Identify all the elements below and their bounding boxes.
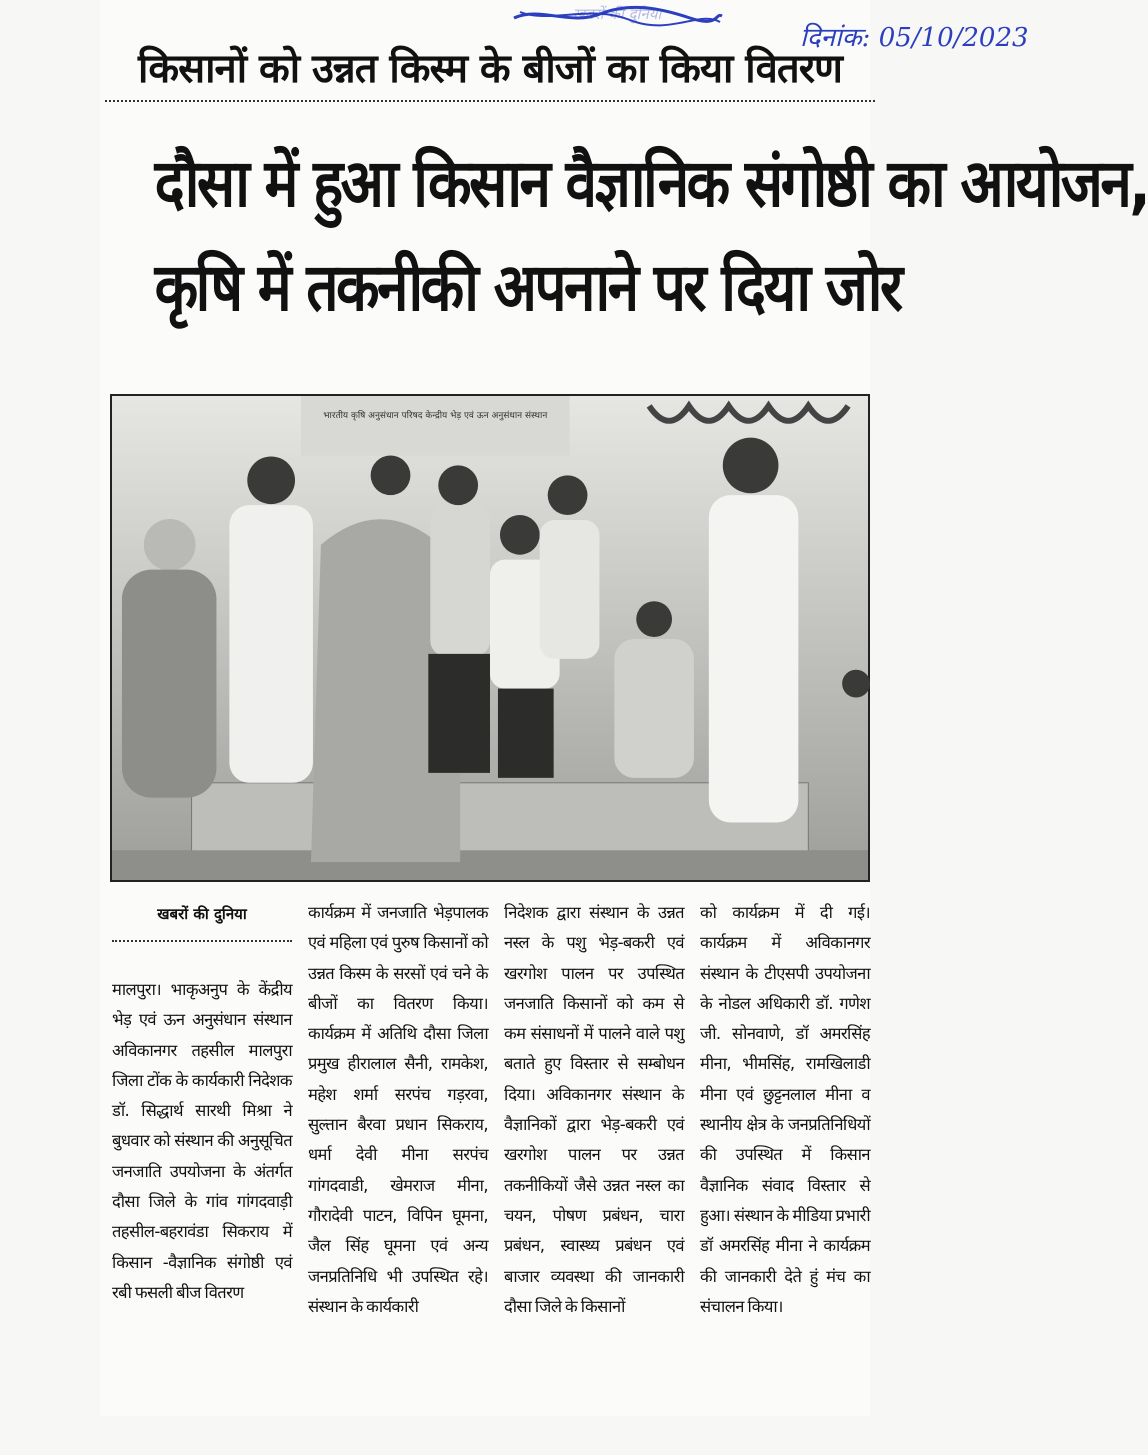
column-3-text: निदेशक द्वारा संस्थान के उन्नत नस्ल के पशु भेड़-बकरी एवं खरगोश पालन पर उपस्थित जनजाति किसानों को कम से कम संसाधनों में पालने वाले पशु बताते हुए विस्तार से सम्बोधन दिया। अविकानगर संस्थान के वैज्ञानिकों द्वारा भेड़-बकरी एवं खरगोश पालन पर उन्नत तकनीकियों जैसे उन्नत नस्ल का चयन, पोषण प्रबंधन, चारा प्रबंधन, स्वास्थ्य प्रबंधन एवं बाजार व्यवस्था की जानकारी दौसा जिले के किसानों [504, 903, 684, 1316]
photo-banner-text: भारतीय कृषि अनुसंधान परिषद केन्द्रीय भेड़ एवं ऊन अनुसंधान संस्थान [323, 410, 548, 421]
handwritten-source-note: खबरों की दुनिया [572, 5, 662, 23]
article-column-1 [112, 975, 292, 1455]
article-headline [154, 132, 1148, 340]
photo-illustration [112, 396, 868, 880]
headline-line-2: कृषि में तकनीकी अपनाने पर दिया जोर [154, 249, 901, 326]
column-4-text: को कार्यक्रम में दी गई। कार्यक्रम में अविकानगर संस्थान के टीएसपी उपयोजना के नोडल अधिकारी डॉ. गणेश जी. सोनवाणे, डॉ अमरसिंह मीना, भीमसिंह, रामखिलाडी मीना एवं छुट्टनलाल मीना व स्थानीय क्षेत्र के जनप्रतिनिधियों की उपस्थित में किसान वैज्ञानिक संवाद विस्तार से हुआ। संस्थान के मीडिया प्रभारी डॉ अमरसिंह मीना ने कार्यक्रम की जानकारी देते हुं मंच का संचालन किया। [700, 903, 870, 1316]
byline-divider [112, 940, 292, 942]
byline: खबरों की दुनिया [157, 905, 247, 923]
article-kicker: किसानों को उन्नत किस्म के बीजों का किया वितरण [138, 46, 842, 92]
divider-dotted [105, 100, 875, 102]
headline-line-1: दौसा में हुआ किसान वैज्ञानिक संगोष्ठी का आयोजन, [154, 145, 1148, 222]
article-column-2 [308, 898, 488, 1378]
article-column-3 [504, 898, 684, 1378]
column-1-text: मालपुरा। भाकृअनुप के केंद्रीय भेड़ एवं ऊन अनुसंधान संस्थान अविकानगर तहसील मालपुरा जिला टोंक के कार्यकारी निदेशक डॉ. सिद्धार्थ सारथी मिश्रा ने बुधवार को संस्थान की अनुसूचित जनजाति उपयोजना के अंतर्गत दौसा जिले के गांव गांगदवाड़ी तहसील-बहरावंडा सिकराय में किसान -वैज्ञानिक संगोष्ठी एवं रबी फसली बीज वितरण [112, 980, 292, 1302]
handwritten-date: दिनांक: 05/10/2023 [800, 23, 1029, 53]
article-column-4 [700, 898, 870, 1378]
column-2-text: कार्यक्रम में जनजाति भेड़पालक एवं महिला एवं पुरुष किसानों को उन्नत किस्म के सरसों एवं चने के बीजों का वितरण किया। कार्यक्रम में अतिथि दौसा जिला प्रमुख हीरालाल सैनी, रामकेश, महेश शर्मा सरपंच गड़रवा, सुल्तान बैरवा प्रधान सिकराय, धर्मा देवी मीना सरपंच गांगदवाडी, खेमराज मीना, गौरादेवी पाटन, विपिन घूमना, जैल सिंह घूमना एवं अन्य जनप्रतिनिधि भी उपस्थित रहे। संस्थान के कार्यकारी [308, 903, 488, 1316]
article-photo [110, 394, 870, 882]
